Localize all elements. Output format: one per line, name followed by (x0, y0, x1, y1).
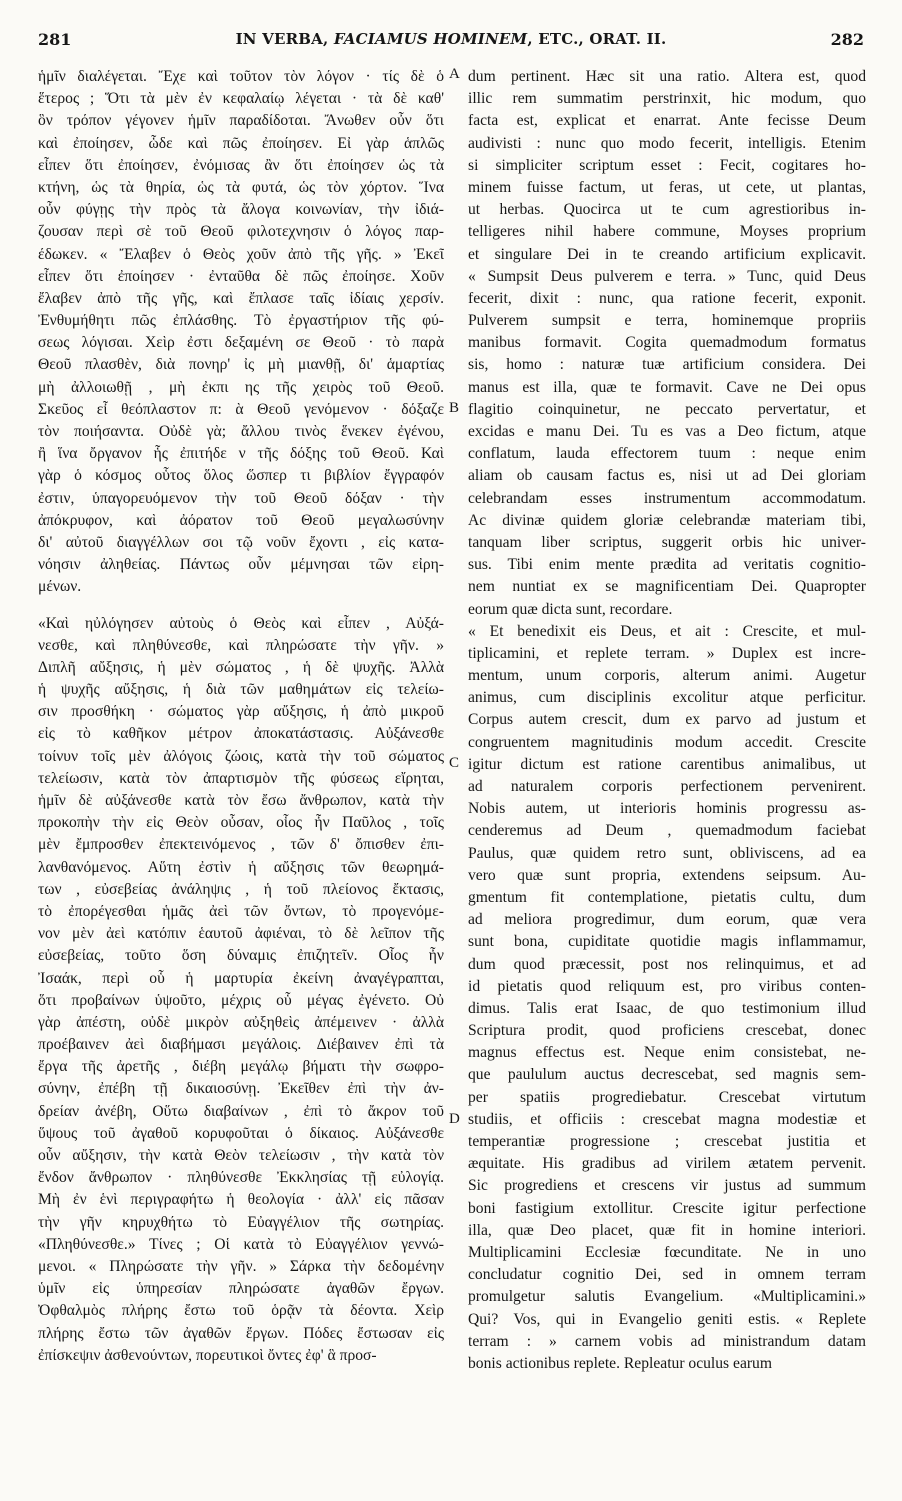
text-line: καὶ ἐποίησεν, ὧδε καὶ πῶς ἐποίησεν. Εἰ γὰρ ἁπλῶς (38, 134, 444, 152)
text-line: ὕψους τοῦ ἀγαθοῦ κορυφοῦται ὁ δίκαιος. Αὐξάνεσθε (38, 1124, 444, 1142)
text-line: « Et benedixit eis Deus, et ait : Crescite, et mul- (468, 622, 866, 640)
text-line: audivisti : nunc quo modo fecerit, intelligis. Etenim (468, 134, 866, 152)
text-line: ἀπόκρυφον, καὶ ἀόρατον τοῦ Θεοῦ μεγαλωσύνην (38, 511, 444, 529)
text-line: Pulverem sumpsit e terra, hominemque propriis (468, 312, 866, 330)
text-line: Θεοῦ πλασθὲν, διὰ πονηρ' ἰς μὴ μιανθῇ, δι' ἁμαρτίας (38, 356, 444, 374)
text-line: gmentum fit contemplatione, pietatis cultu, dum (468, 888, 866, 906)
text-line: νεσθε, καὶ πληθύνεσθε, καὶ πληρώσατε τὴν γῆν. » (38, 636, 444, 654)
text-line: προέβαινεν ἀεὶ διαβήμασι μεγάλοις. Διέβαινεν ἐπὶ τὰ (38, 1036, 444, 1054)
text-line: κτήνη, ὡς τὰ θηρία, ὡς τὰ φυτά, ὡς τὸν χόρτον. Ἵνα (38, 178, 444, 196)
text-line: εἶπεν ὅτι ἐποίησεν · ἐνταῦθα δὲ πῶς ἐποίησε. Χοῦν (38, 267, 444, 285)
text-line: dum quod præcessit, post nos relinquimus, et ad (468, 955, 866, 973)
text-line: conflatum, lauda effectorem tuum : neque enim (468, 445, 866, 463)
running-title-prefix: IN VERBA, (235, 30, 334, 48)
running-header (0, 30, 902, 60)
text-line: νόησιν ἀληθείας. Πάντως οὖν μέμνησαι τῶν εἰρη- (38, 556, 444, 574)
section-marker-d: D (449, 1111, 460, 1127)
page-number-right: 282 (830, 30, 864, 49)
text-line: « Sumpsit Deus pulverem e terra. » Tunc, quid Deus (468, 267, 866, 285)
page-number-left: 281 (38, 30, 72, 49)
text-line: nem nuntiat ex se magnificentiam Dei. Quapropter (468, 578, 866, 596)
text-line: σιν προσθήκη · σώματος γὰρ αὔξησις, ἡ ἀπὸ μικροῦ (38, 703, 444, 721)
text-line: γὰρ ἀπέστη, οὐδὲ μικρὸν αὐξηθεὶς ἀπέμεινεν · ἀλλὰ (38, 1013, 444, 1031)
text-line: εἶπεν ὅτι ἐποίησεν, ἐνόμισας ἂν ὅτι ἐποίησεν ὡς τὰ (38, 156, 444, 174)
text-line: «Καὶ ηὐλόγησεν αὐτοὺς ὁ Θεὸς καὶ εἶπεν , Αὐξά- (38, 614, 444, 632)
text-line: Multiplicamini Ecclesiæ fœcunditate. Ne in uno (468, 1243, 866, 1261)
text-line: λανθανόμενος. Αὕτη ἐστὶν ἡ αὔξησις τῶν θεωρημά- (38, 858, 444, 876)
text-line: aliam ob causam factus es, nisi ut ad Dei gloriam (468, 467, 866, 485)
text-line: concludatur cognitio Dei, sed in omnem terram (468, 1266, 866, 1284)
text-line: excidas e manu Dei. Tu es vas a Deo fictum, atque (468, 423, 866, 440)
text-line: εὐσεβείας, τοῦτο ὅση δύναμις ἐπιζητεῖν. Οἷος ἦν (38, 947, 444, 965)
text-line: ἡμῖν δὲ αὐξάνεσθε κατὰ τὸν ἔσω ἄνθρωπον, κατὰ τὴν (38, 792, 444, 809)
text-line: ζουσαν περὶ σὲ τοῦ Θεοῦ φιλοτεχνησιν ὁ λόγος παρ- (38, 223, 444, 241)
text-line: ἔλαβεν ἀπὸ τῆς γῆς, καὶ ἔπλασε ταῖς ἰδίαις χερσίν. (38, 289, 444, 307)
text-line: ὃν τρόπον γέγονεν ἡμῖν παραδίδοται. Ἄνωθεν οὖν ὅτι (38, 112, 444, 130)
text-line: congruentem magnitudinis modum accedit. Crescite (468, 733, 866, 751)
running-title-italic: FACIAMUS HOMINEM (333, 30, 528, 48)
latin-column (468, 66, 866, 1486)
text-line: Ac divinæ quidem gloriæ celebrandæ materiam tibi, (468, 511, 866, 529)
text-line: «Πληθύνεσθε.» Τίνες ; Οἱ κατὰ τὸ Εὐαγγέλιον γεννώ- (38, 1235, 444, 1253)
text-line: studiis, et officiis : crescebat magna modestiæ et (468, 1110, 866, 1128)
text-line: tanquam liber scriptus, suggerit orbis hic univer- (468, 533, 866, 551)
text-line: δρείαν ἀνέβη, Οὕτω διαβαίνων , ἐπὶ τὸ ἄκρον τοῦ (38, 1102, 444, 1120)
text-line: id pietatis quod reliquum est, pro viribus conten- (468, 977, 866, 995)
text-line: τὴν γῆν κηρυχθήτω τὸ Εὐαγγέλιον τῆς σωτηρίας. (38, 1213, 444, 1231)
text-line: manibus formavit. Cogita quemadmodum formatus (468, 334, 866, 352)
text-line: si simpliciter scriptum esset : Fecit, cogitares ho- (468, 156, 866, 174)
text-line: boni fastigium extollitur. Crescite igitur perfectione (468, 1199, 866, 1217)
text-line: minem fuisse factum, ut feras, ut cete, ut plantas, (468, 178, 866, 196)
text-line: Ἰσαάκ, περὶ οὗ ἡ μαρτυρία ἐκείνη ἀναγέγραπται, (38, 969, 444, 987)
text-line: ἕτερος ; Ὅτι τὰ μὲν ἐν κεφαλαίῳ λέγεται · τὰ δὲ καθ' (38, 90, 444, 108)
text-line: μὴ ἀλλοιωθῇ , μὴ ἐκπι ης τῆς χειρὸς τοῦ Θεοῦ. (38, 378, 444, 396)
section-marker-c: C (449, 755, 460, 771)
section-marker-a: A (449, 66, 460, 82)
text-line: μὲν ἔμπροσθεν ἐπεκτεινόμενος , τῶν δ' ὄπισθεν ἐπι- (38, 836, 444, 854)
text-line: ἡμῖν διαλέγεται. Ἔχε καὶ τοῦτον τὸν λόγον · τίς δὲ ὁ (38, 68, 444, 85)
text-line: illa, quæ Deo placet, quæ fit in homine interiori. (468, 1221, 866, 1239)
text-line: terram : » carnem vobis ad ministrandum datam (468, 1332, 866, 1350)
text-line: προκοπὴν τὴν εἰς Θεὸν οὖσαν, οἷος ἦν Παῦλος , τοῖς (38, 814, 444, 832)
text-line: Qui? Vos, qui in Evangelio geniti estis. « Replete (468, 1310, 866, 1328)
text-line: Μὴ ἐν ἑνὶ περιγραφήτω ἡ θεολογία · ἀλλ' εἰς πᾶσαν (38, 1191, 444, 1209)
text-line: promulgetur salutis Evangelium. «Multiplicamini.» (468, 1288, 866, 1306)
text-line: νον μὲν ἀεὶ κατόπιν ἑαυτοῦ ἀφιέναι, τὸ δὲ λεῖπον τῆς (38, 925, 444, 943)
text-line: ὅτι προβαίνων ὑψοῦτο, μέχρις οὗ μέγας ἐγένετο. Οὐ (38, 991, 444, 1009)
text-line: eorum quæ dicta sunt, recordare. (468, 600, 673, 618)
text-line: magnus effectus est. Neque enim consistebat, ne- (468, 1044, 866, 1062)
text-line: Paulus, quæ quidem retro sunt, obliviscens, ad ea (468, 844, 866, 862)
text-line: ἡ ψυχῆς αὔξησις, ἡ διὰ τῶν μαθημάτων εἰς τελείω- (38, 681, 444, 699)
text-line: ἐστιν, ὑπαγορευόμενον τὴν τοῦ Θεοῦ δόξαν · τὴν (38, 489, 444, 507)
text-line: æquitate. His gradibus ad virilem ætatem pervenit. (468, 1155, 866, 1173)
text-line: γὰρ ὁ κόσμος οὗτος ὅλος ὥσπερ τι βιβλίον ἔγγραφόν (38, 467, 444, 485)
text-line: mentum, unum corporis, alterum animi. Augetur (468, 667, 866, 685)
text-line: ὑμῖν εἰς ὑπηρεσίαν πληρώσατε ἀγαθῶν ἔργων. (38, 1280, 444, 1298)
text-line: τελείωσιν, κατὰ τὸν ἀπαρτισμὸν τῆς φύσεως εἴρηται, (38, 769, 444, 787)
section-marker-b: B (449, 400, 460, 416)
text-line: flagitio coinquinetur, ne peccato pervertatur, et (468, 400, 866, 418)
text-line: sus. Tibi enim mente prædita ad veritatis cognitio- (468, 556, 866, 574)
running-title (0, 30, 902, 48)
text-line: ut herbas. Quocirca ut te cum agrestioribus in- (468, 201, 866, 219)
text-line: έδωκεν. « Ἔλαβεν ὁ Θεὸς χοῦν ἀπὸ τῆς γῆς. » Ἐκεῖ (38, 245, 444, 263)
text-line: Scriptura prodit, quod proficiens crescebat, donec (468, 1022, 866, 1040)
text-line: cenderemus ad Deum , quemadmodum faciebat (468, 822, 866, 840)
text-line: μενοι. « Πληρώσατε τὴν γῆν. » Σάρκα τὴν δεδομένην (38, 1257, 444, 1275)
text-line: temperantiæ progressione ; crescebat justitia et (468, 1133, 866, 1150)
greek-column (38, 66, 444, 1486)
text-line: illic rem summatim perstrinxit, hic modum, quo (468, 90, 866, 108)
text-line: fecerit, dixit : nunc, qua ratione fecerit, exponit. (468, 289, 866, 307)
text-line: οὖν αὔξησιν, τὴν κατὰ Θεὸν τελείωσιν , τὴν κατὰ τὸν (38, 1147, 444, 1164)
text-line: Nobis autem, ut interioris hominis progressu as- (468, 800, 866, 818)
text-line: πλήρης ἔστω τῶν ἀγαθῶν ἔργων. Πόδες ἔστωσαν εἰς (38, 1324, 444, 1342)
text-line: ἔργα τῆς ἀρετῆς , διέβη μεγάλῳ βήματι τὴν σωφρο- (38, 1058, 444, 1076)
text-line: telligeres nihil habere commune, Moyses proprium (468, 223, 866, 241)
text-line: animus, cum disciplinis excolitur atque perficitur. (468, 689, 866, 707)
text-line: ἔνδον ἄνθρωπον · πληθύνεσθε Ἐκκλησίας τῇ εὐλογίᾳ. (38, 1169, 444, 1187)
text-line: et singulare Dei in te creando artificium explicavit. (468, 245, 866, 263)
text-line: ἐπίσκεψιν ἀσθενούντων, πορευτικοὶ ὄντες ἐφ' ἃ προσ- (38, 1346, 377, 1364)
text-line: manus est illa, quæ te formavit. Cave ne Dei opus (468, 378, 866, 396)
text-line: ad naturalem corporis perfectionem pervenirent. (468, 778, 866, 795)
text-line: ἢ ἵνα ὄργανον ἧς ἐπιτήδε ν τῆς δόξης τοῦ Θεοῦ. Καὶ (38, 445, 444, 463)
text-line: sis, homo : naturæ tuæ artificium considera. Dei (468, 356, 866, 374)
text-line: τὸ ἐπορέγεσθαι ἡμᾶς ἀεὶ τῶν ὄντων, τὸ προγενόμε- (38, 902, 444, 920)
text-line: ad meliora progredimur, dum eorum, quæ vera (468, 911, 866, 929)
text-line: sunt bona, cupiditate quotidie magis inflammamur, (468, 933, 866, 951)
text-line: tiplicamini, et replete terram. » Duplex est incre- (468, 644, 866, 662)
text-line: Sic progrediens et crescens vir justus ad summum (468, 1177, 866, 1195)
text-line: bonis actionibus replete. Repleatur oculus earum (468, 1354, 772, 1372)
text-line: σεως λόγισαι. Χεὶρ ἐστι δεξαμένη σε Θεοῦ · τὸ παρὰ (38, 334, 444, 352)
text-line: Corpus autem crescit, dum ex parvo ad justum et (468, 711, 866, 729)
text-line: dum pertinent. Hæc sit una ratio. Altera est, quod (468, 68, 866, 85)
text-line: per spatiis progrediebatur. Crescebat virtutum (468, 1088, 866, 1106)
text-line: dimus. Talis erat Isaac, de quo testimonium illud (468, 999, 866, 1017)
text-line: εἰς τὸ καθῆκον μέτρον ἀποκατάστασις. Αὐξάνεσθε (38, 725, 444, 743)
paragraph-gap (38, 599, 444, 613)
text-line: σύνην, ἐπέβη τῇ δικαιοσύνῃ. Ἐκεῖθεν ἐπὶ τὴν ἀν- (38, 1080, 444, 1098)
text-line: Ὀφθαλμὸς πλήρης ἔστω τοῦ ὁρᾷν τὰ δέοντα. Χεὶρ (38, 1302, 444, 1320)
text-line: των , εὐσεβείας ἀνάληψις , ἡ τοῦ πλείονος ἔκτασις, (38, 880, 444, 898)
text-line: οὖν φύγῃς τὴν πρὸς τὰ ἄλογα κοινωνίαν, τὴν ἰδιά- (38, 201, 444, 219)
text-line: facta est, explicat et enarrat. Ante fecisse Deum (468, 112, 866, 130)
text-line: vero quæ sunt propria, extendens seipsum. Au- (468, 866, 866, 884)
text-line: τοίνυν τοῖς μὲν ἀλόγοις ζώοις, κατὰ τὴν τοῦ σώματος (38, 747, 444, 765)
text-line: τὸν ποιήσαντα. Οὐδὲ γὰ; ἄλλου τινὸς ἕνεκεν ἐγένου, (38, 423, 444, 440)
text-line: Ἐνθυμήθητι πῶς ἐπλάσθης. Τὸ ἐργαστήριον τῆς φύ- (38, 312, 444, 330)
text-line: Διπλῆ αὔξησις, ἡ μὲν σώματος , ἡ δὲ ψυχῆς. Ἀλλὰ (38, 658, 444, 676)
text-line: que paululum auctus decrescebat, sed magnis sem- (468, 1066, 866, 1084)
text-line: μένων. (38, 578, 82, 596)
text-line: igitur dictum est ratione carentibus animalibus, ut (468, 755, 866, 773)
text-line: celebrandam esses instrumentum accommodatum. (468, 489, 866, 507)
running-title-suffix: , ETC., ORAT. II. (527, 30, 667, 48)
text-line: Σκεῦος εἶ θεόπλαστον π: ὰ Θεοῦ γενόμενον · δόξαζε (38, 400, 444, 418)
text-line: δι' αὐτοῦ διαγγέλλων σοι τῷ νοῦν ἔχοντι , εἰς κατα- (38, 533, 444, 551)
